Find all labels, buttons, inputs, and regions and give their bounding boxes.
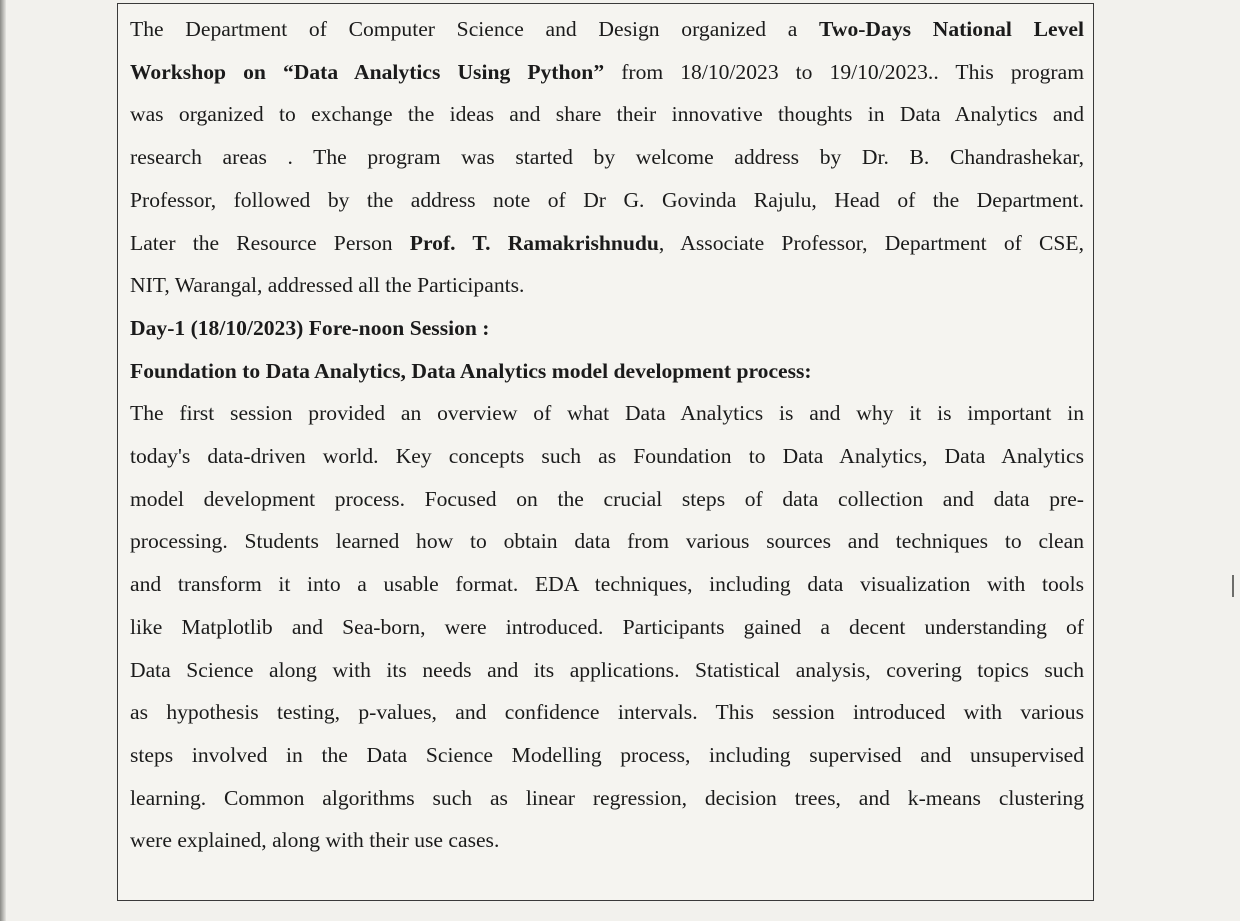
scan-mark xyxy=(1232,575,1234,597)
session-line-5: and transform it into a usable format. EDA techniques, including data visualization with tools xyxy=(130,572,1084,597)
day1-heading: Day-1 (18/10/2023) Fore-noon Session : xyxy=(130,315,490,340)
intro-line-5: Professor, followed by the address note of Dr G. Govinda Rajulu, Head of the Department. xyxy=(130,187,1084,212)
session-line-6: like Matplotlib and Sea-born, were introduced. Participants gained a decent understanding of xyxy=(130,614,1084,639)
report-text-box xyxy=(117,3,1094,901)
report-body xyxy=(130,8,1084,862)
session-line-10: learning. Common algorithms such as linear regression, decision trees, and k-means clustering xyxy=(130,785,1084,810)
session-line-1: The first session provided an overview of what Data Analytics is and why it is important in xyxy=(130,401,1084,426)
session-line-3: model development process. Focused on the crucial steps of data collection and data pre- xyxy=(130,486,1084,511)
session-line-8: as hypothesis testing, p-values, and confidence intervals. This session introduced with various xyxy=(130,700,1084,725)
session-line-9: steps involved in the Data Science Modelling process, including supervised and unsupervised xyxy=(130,742,1084,767)
intro-line-4: research areas . The program was started by welcome address by Dr. B. Chandrashekar, xyxy=(130,145,1084,170)
session-line-11: were explained, along with their use cases. xyxy=(130,828,500,853)
session-line-2: today's data-driven world. Key concepts such as Foundation to Data Analytics, Data Analytics xyxy=(130,444,1084,469)
session-line-7: Data Science along with its needs and its applications. Statistical analysis, covering topics such xyxy=(130,657,1084,682)
intro-line-1: The Department of Computer Science and Design organized a Two-Days National Level xyxy=(130,17,1084,41)
intro-line-2: Workshop on “Data Analytics Using Python” from 18/10/2023 to 19/10/2023.. This program xyxy=(130,59,1084,84)
session-line-4: processing. Students learned how to obtain data from various sources and techniques to clean xyxy=(130,529,1084,554)
page-edge-shadow xyxy=(0,0,6,921)
session-topic-heading: Foundation to Data Analytics, Data Analytics model development process: xyxy=(130,358,812,383)
intro-line-6: Later the Resource Person Prof. T. Ramakrishnudu, Associate Professor, Department of CSE, xyxy=(130,230,1084,255)
intro-line-3: was organized to exchange the ideas and share their innovative thoughts in Data Analytics and xyxy=(130,102,1084,127)
intro-line-7: NIT, Warangal, addressed all the Participants. xyxy=(130,273,525,298)
